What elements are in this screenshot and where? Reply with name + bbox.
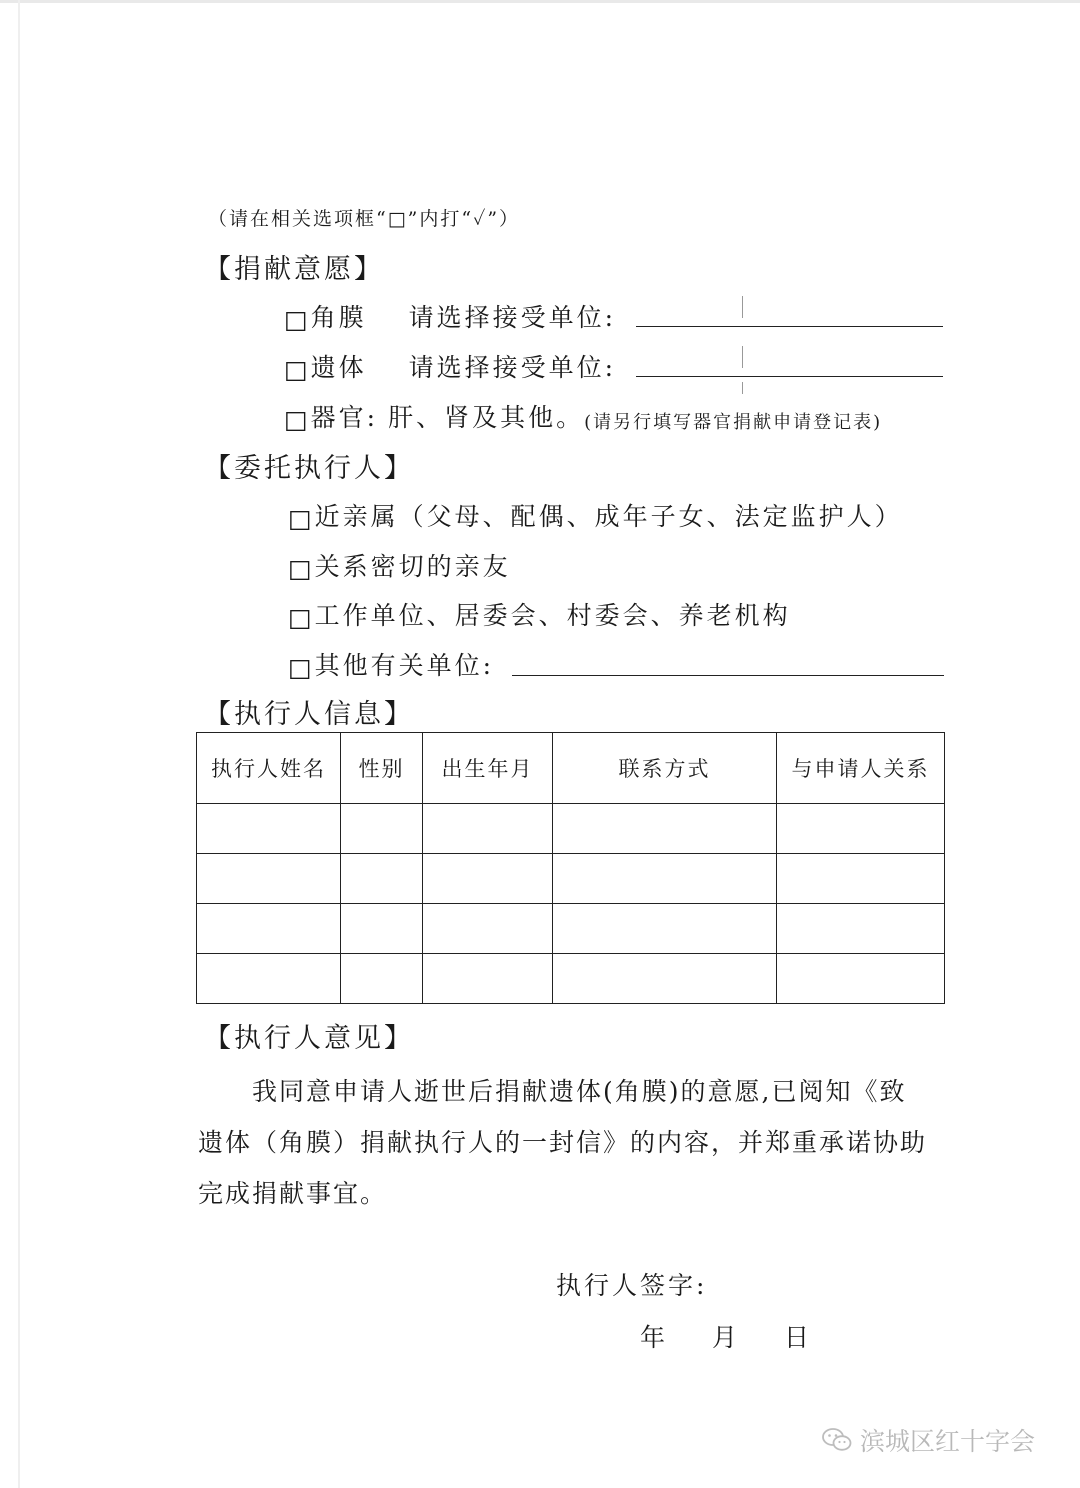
option-detail: 肝、肾及其他。 bbox=[388, 403, 585, 432]
section-title-wish: 【捐献意愿】 bbox=[204, 254, 384, 285]
table-cell[interactable] bbox=[553, 954, 777, 1004]
instruction-note: （请在相关选项框“□”内打“✓”） bbox=[208, 208, 521, 230]
checkbox-icon[interactable]: □ bbox=[288, 554, 315, 583]
checkbox-icon[interactable]: □ bbox=[288, 603, 315, 632]
table-cell[interactable] bbox=[341, 854, 423, 904]
table-cell[interactable] bbox=[423, 854, 553, 904]
opinion-paragraph bbox=[198, 1066, 946, 1219]
option-label: 角膜 bbox=[310, 303, 367, 332]
signature-field[interactable] bbox=[712, 1294, 912, 1295]
table-row bbox=[197, 854, 945, 904]
option-close-relative[interactable] bbox=[288, 497, 903, 533]
table-header-row bbox=[197, 733, 945, 804]
recipient-unit-line-cornea[interactable] bbox=[636, 326, 943, 327]
checkbox-icon[interactable]: □ bbox=[288, 653, 315, 682]
scan-mark bbox=[742, 346, 743, 368]
option-label: 遗体 bbox=[310, 353, 367, 382]
date-year-label: 年 bbox=[640, 1323, 666, 1352]
column-header: 与申请人关系 bbox=[777, 733, 945, 804]
table-cell[interactable] bbox=[197, 854, 341, 904]
option-close-friend[interactable] bbox=[288, 547, 511, 583]
scan-edge bbox=[18, 0, 20, 1488]
wechat-icon bbox=[822, 1428, 852, 1452]
section-title-info: 【执行人信息】 bbox=[204, 699, 414, 730]
table-cell[interactable] bbox=[777, 904, 945, 954]
table-cell[interactable] bbox=[553, 854, 777, 904]
recipient-unit-line-body[interactable] bbox=[636, 376, 943, 377]
option-organization[interactable] bbox=[288, 596, 791, 632]
table-row bbox=[197, 804, 945, 854]
table-cell[interactable] bbox=[777, 854, 945, 904]
section-title-executor: 【委托执行人】 bbox=[204, 453, 414, 484]
checkbox-icon[interactable]: □ bbox=[284, 405, 311, 434]
opinion-line: 完成捐献事宜。 bbox=[198, 1179, 388, 1208]
scan-mark bbox=[742, 382, 743, 394]
opinion-line: 遗体（角膜）捐献执行人的一封信》的内容，并郑重承诺协助 bbox=[198, 1128, 928, 1157]
table-cell[interactable] bbox=[777, 954, 945, 1004]
table-cell[interactable] bbox=[197, 804, 341, 854]
option-label: 关系密切的亲友 bbox=[314, 552, 511, 581]
column-header: 执行人姓名 bbox=[197, 733, 341, 804]
table-cell[interactable] bbox=[197, 904, 341, 954]
option-organ[interactable] bbox=[284, 398, 882, 434]
option-label: 器官: bbox=[310, 403, 379, 432]
signature-label: 执行人签字: bbox=[556, 1271, 708, 1300]
wechat-watermark bbox=[822, 1422, 1035, 1458]
table-cell[interactable] bbox=[341, 804, 423, 854]
table-row bbox=[197, 904, 945, 954]
option-label: 近亲属（父母、配偶、成年子女、法定监护人） bbox=[314, 502, 903, 531]
checkbox-icon[interactable]: □ bbox=[284, 305, 311, 334]
scan-edge bbox=[0, 0, 1080, 3]
table-cell[interactable] bbox=[423, 954, 553, 1004]
table-cell[interactable] bbox=[341, 904, 423, 954]
table-cell[interactable] bbox=[777, 804, 945, 854]
checkbox-icon[interactable]: □ bbox=[288, 504, 315, 533]
scan-mark bbox=[742, 296, 743, 318]
date-month-label: 月 bbox=[712, 1323, 738, 1352]
option-label: 工作单位、居委会、村委会、养老机构 bbox=[314, 601, 791, 630]
option-prompt: 请选择接受单位: bbox=[408, 303, 617, 332]
table-cell[interactable] bbox=[553, 804, 777, 854]
table-cell[interactable] bbox=[423, 904, 553, 954]
option-cornea[interactable] bbox=[284, 298, 616, 334]
option-prompt: 请选择接受单位: bbox=[408, 353, 617, 382]
watermark-text: 滨城区红十字会 bbox=[860, 1427, 1036, 1456]
option-label: 其他有关单位: bbox=[314, 651, 495, 680]
column-header: 联系方式 bbox=[553, 733, 777, 804]
opinion-line: 我同意申请人逝世后捐献遗体(角膜)的意愿,已阅知《致 bbox=[252, 1077, 907, 1106]
table-cell[interactable] bbox=[197, 954, 341, 1004]
option-note: (请另行填写器官捐献申请登记表) bbox=[584, 412, 883, 433]
option-other-unit[interactable] bbox=[288, 646, 494, 682]
option-body[interactable] bbox=[284, 348, 616, 384]
table-cell[interactable] bbox=[423, 804, 553, 854]
table-cell[interactable] bbox=[553, 904, 777, 954]
other-unit-line[interactable] bbox=[512, 675, 944, 676]
executor-info-table bbox=[196, 732, 945, 1004]
table-row bbox=[197, 954, 945, 1004]
table-cell[interactable] bbox=[341, 954, 423, 1004]
date-day-label: 日 bbox=[784, 1323, 810, 1352]
section-title-opinion: 【执行人意见】 bbox=[204, 1023, 414, 1054]
column-header: 性别 bbox=[341, 733, 423, 804]
column-header: 出生年月 bbox=[423, 733, 553, 804]
checkbox-icon[interactable]: □ bbox=[284, 355, 311, 384]
